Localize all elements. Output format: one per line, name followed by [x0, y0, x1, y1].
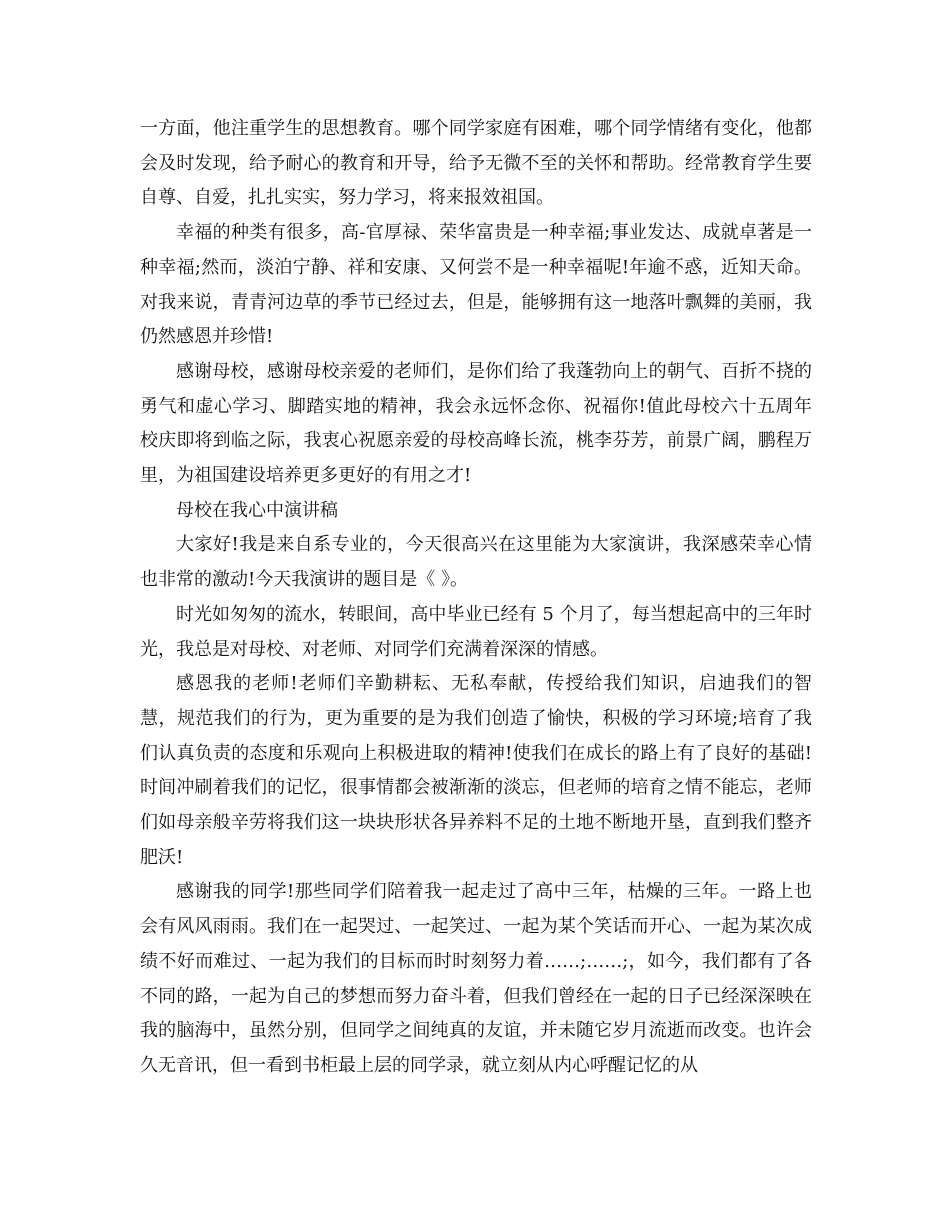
paragraph-happiness: 幸福的种类有很多，高-官厚禄、荣华富贵是一种幸福;事业发达、成就卓著是一种幸福;然而，淡泊宁静、祥和安康、又何尝不是一种幸福呢!年逾不惑，近知天命。对我来说，青青河边草的季节已经过去，但是，能够拥有这一地落叶飘舞的美丽，我仍然感恩并珍惜!: [140, 222, 812, 348]
paragraph-teachers: 感恩我的老师!老师们辛勤耕耘、无私奉献，传授给我们知识，启迪我们的智慧，规范我们的行为，更为重要的是为我们创造了愉快，积极的学习环境;培育了我们认真负责的态度和乐观向上积极进取的精神!使我们在成长的路上有了良好的基础!时间冲刷着我们的记忆，很事情都会被渐渐的淡忘，但老师的培育之情不能忘，老师们如母亲般辛劳将我们这一块块形状各异养料不足的土地不断地开垦，直到我们整齐肥沃!: [140, 673, 812, 868]
paragraph-greeting: 大家好!我是来自系专业的，今天很高兴在这里能为大家演讲，我深感荣幸心情也非常的激动!今天我演讲的题目是《 》。: [140, 534, 812, 591]
document-page: [140, 112, 812, 1084]
paragraph-thanks-school: 感谢母校，感谢母校亲爱的老师们，是你们给了我蓬勃向上的朝气、百折不挠的勇气和虚心学习、脚踏实地的精神，我会永远怀念你、祝福你!值此母校六十五周年校庆即将到临之际，我衷心祝愿亲爱的母校高峰长流，桃李芬芳，前景广阔，鹏程万里，为祖国建设培养更多更好的有用之才!: [140, 360, 812, 487]
paragraph-continuation: 一方面，他注重学生的思想教育。哪个同学家庭有困难，哪个同学情绪有变化，他都会及时发现，给予耐心的教育和开导，给予无微不至的关怀和帮助。经常教育学生要自尊、自爱，扎扎实实，努力学习，将来报效祖国。: [140, 118, 812, 209]
paragraph-time: 时光如匆匆的流水，转眼间，高中毕业已经有 5 个月了，每当想起高中的三年时光，我总是对母校、对老师、对同学们充满着深深的情感。: [140, 603, 812, 660]
section-title: 母校在我心中演讲稿: [176, 499, 338, 521]
paragraph-classmates: 感谢我的同学!那些同学们陪着我一起走过了高中三年，枯燥的三年。一路上也会有风风雨雨。我们在一起哭过、一起笑过、一起为某个笑话而开心、一起为某次成绩不好而难过、一起为我们的目标而时时刻努力着……;……;，如今，我们都有了各不同的路，一起为自己的梦想而努力奋斗着，但我们曾经在一起的日子已经深深映在我的脑海中，虽然分别，但同学之间纯真的友谊，并未随它岁月流逝而改变。也许会久无音讯，但一看到书柜最上层的同学录，就立刻从内心呼醒记忆的从: [140, 881, 812, 1076]
